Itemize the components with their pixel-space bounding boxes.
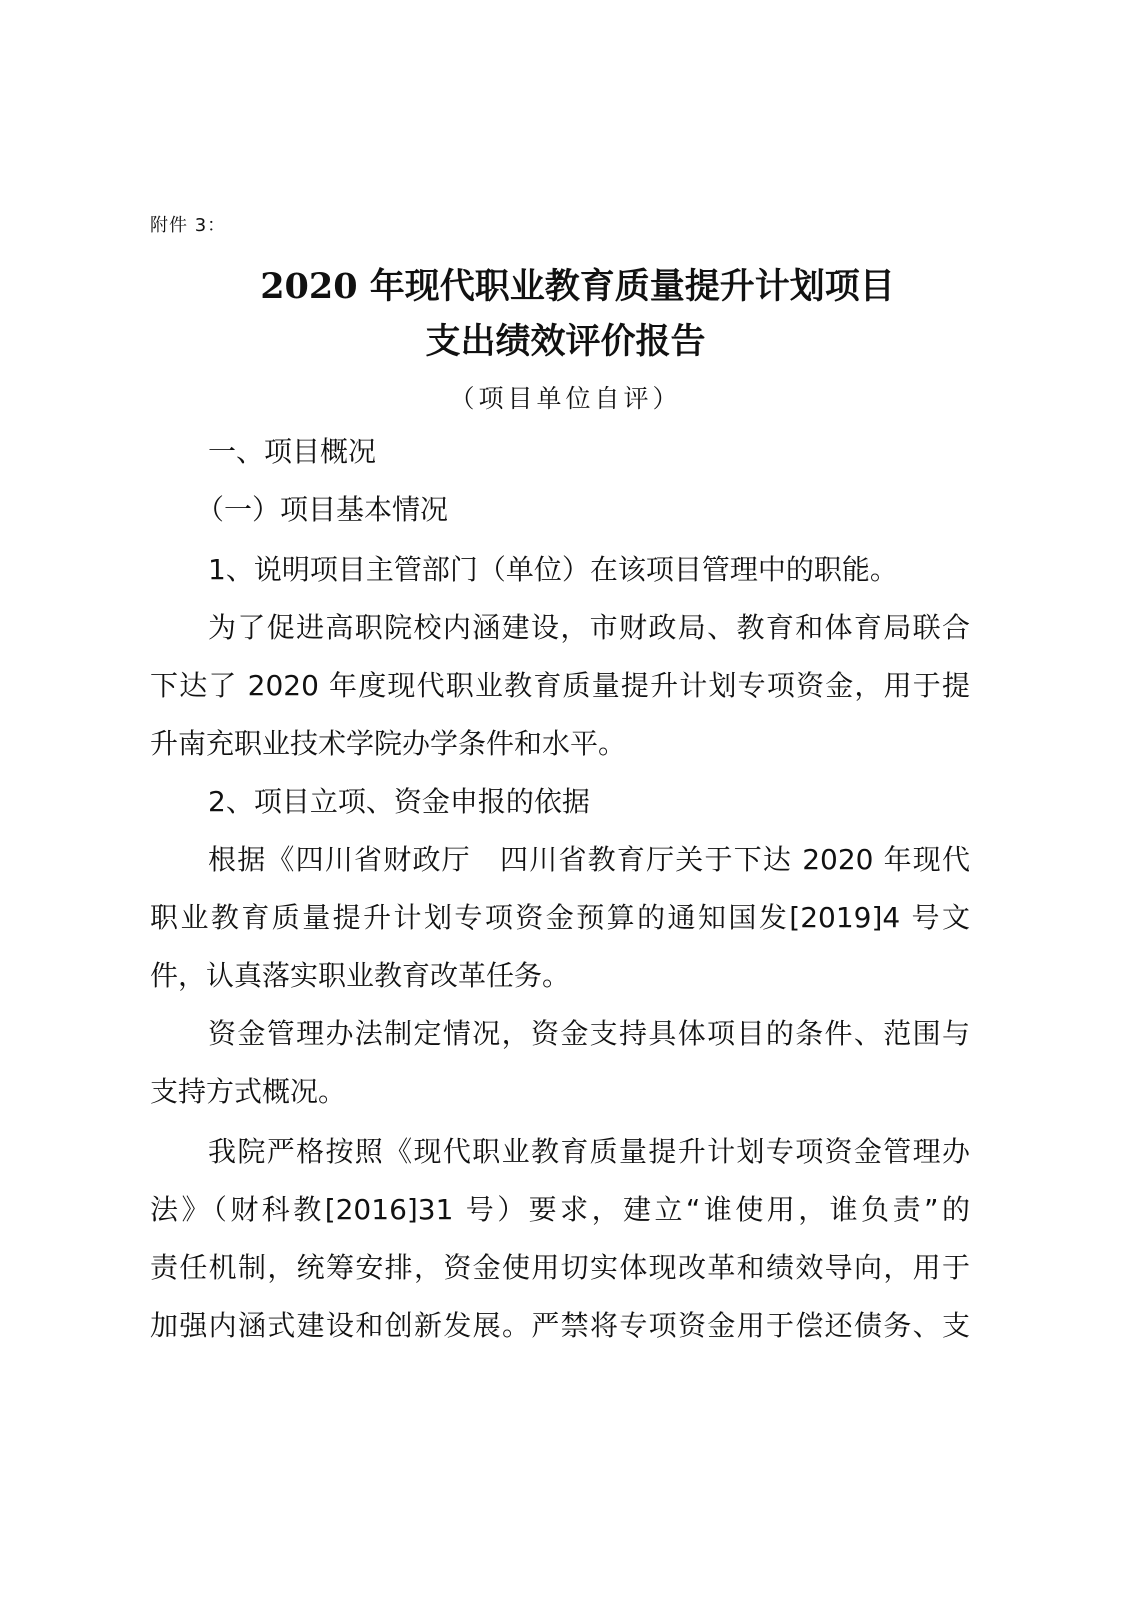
paragraph-4-line-1: 我院严格按照《现代职业教育质量提升计划专项资金管理办 bbox=[208, 1135, 970, 1168]
paragraph-2-line-3: 件，认真落实职业教育改革任务。 bbox=[150, 959, 571, 992]
paragraph-1-line-2: 下达了 2020 年度现代职业教育质量提升计划专项资金，用于提 bbox=[150, 669, 970, 702]
section-heading-project-overview: 一、项目概况 bbox=[208, 435, 377, 468]
item-heading-project-basis: 2、项目立项、资金申报的依据 bbox=[208, 785, 590, 818]
item-heading-department-function: 1、说明项目主管部门（单位）在该项目管理中的职能。 bbox=[208, 553, 898, 586]
paragraph-3-line-2: 支持方式概况。 bbox=[150, 1075, 347, 1108]
paragraph-4-line-3: 责任机制，统筹安排，资金使用切实体现改革和绩效导向，用于 bbox=[150, 1251, 970, 1284]
paragraph-3-line-1: 资金管理办法制定情况，资金支持具体项目的条件、范围与 bbox=[208, 1017, 970, 1050]
paragraph-4-line-4: 加强内涵式建设和创新发展。严禁将专项资金用于偿还债务、支 bbox=[150, 1309, 970, 1342]
document-title-line-1: 2020 年现代职业教育质量提升计划项目 bbox=[260, 266, 895, 307]
subsection-heading-basic-info: （一）项目基本情况 bbox=[196, 493, 449, 526]
document-subtitle: （项目单位自评） bbox=[449, 384, 682, 413]
paragraph-1-line-3: 升南充职业技术学院办学条件和水平。 bbox=[150, 727, 627, 760]
paragraph-2-line-1: 根据《四川省财政厅 四川省教育厅关于下达 2020 年现代 bbox=[208, 843, 970, 876]
attachment-label: 附件 3： bbox=[150, 215, 227, 236]
document-title-line-2: 支出绩效评价报告 bbox=[425, 321, 706, 362]
paragraph-1-line-1: 为了促进高职院校内涵建设，市财政局、教育和体育局联合 bbox=[208, 611, 970, 644]
paragraph-2-line-2: 职业教育质量提升计划专项资金预算的通知国发[2019]4 号文 bbox=[150, 901, 970, 934]
paragraph-4-line-2: 法》（财科教[2016]31 号）要求，建立“谁使用，谁负责”的 bbox=[150, 1193, 970, 1226]
